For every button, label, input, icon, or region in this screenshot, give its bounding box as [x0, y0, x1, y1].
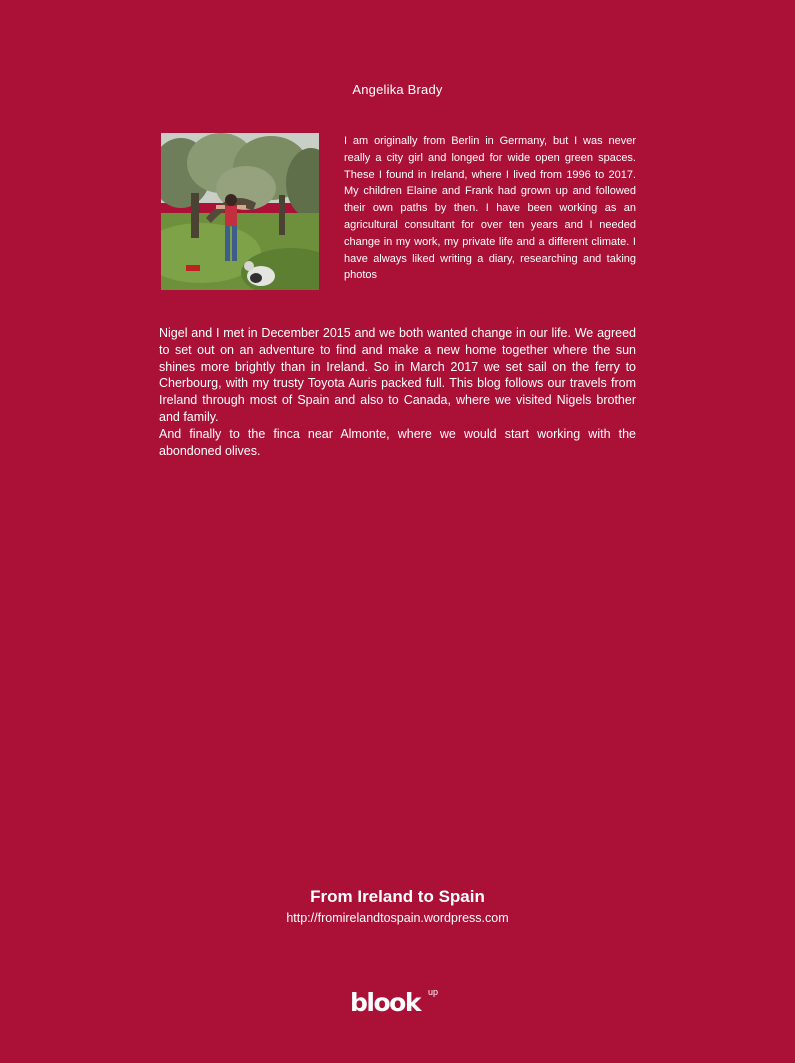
author-photo	[161, 133, 319, 290]
blog-url[interactable]: http://fromirelandtospain.wordpress.com	[286, 911, 509, 925]
blog-title: From Ireland to Spain	[310, 887, 485, 906]
logo-superscript: up	[428, 987, 439, 997]
bio-paragraph-2: And finally to the finca near Almonte, where we would start working with the abondoned olives.	[159, 426, 636, 458]
bio-intro-text: I am originally from Berlin in Germany, but I was never really a city girl and longed for wide open green spaces. These I found in Ireland, where I lived from 1996 to 2017. My children Elaine and Frank had grown up and followed their own paths by then. I have been working as an agricultural consultant for over ten years and I needed change in my work, my private life and a different climate. I have always liked writing a diary, researching and taking photos	[344, 135, 636, 282]
bio-main-text	[159, 325, 636, 459]
logo-wordmark: blook	[350, 988, 420, 1017]
author-name: Angelika Brady	[352, 82, 443, 97]
blookup-logo	[350, 988, 446, 1018]
bio-paragraph-1: Nigel and I met in December 2015 and we both wanted change in our life. We agreed to set out on an adventure to find and make a new home together where the sun shines more brightly than in Ireland. So in March 2017 we set sail on the ferry to Cherbourg, with my trusty Toyota Auris packed full. This blog follows our travels from Ireland through most of Spain and also to Canada, where we visited Nigels brother and family.	[159, 326, 636, 424]
